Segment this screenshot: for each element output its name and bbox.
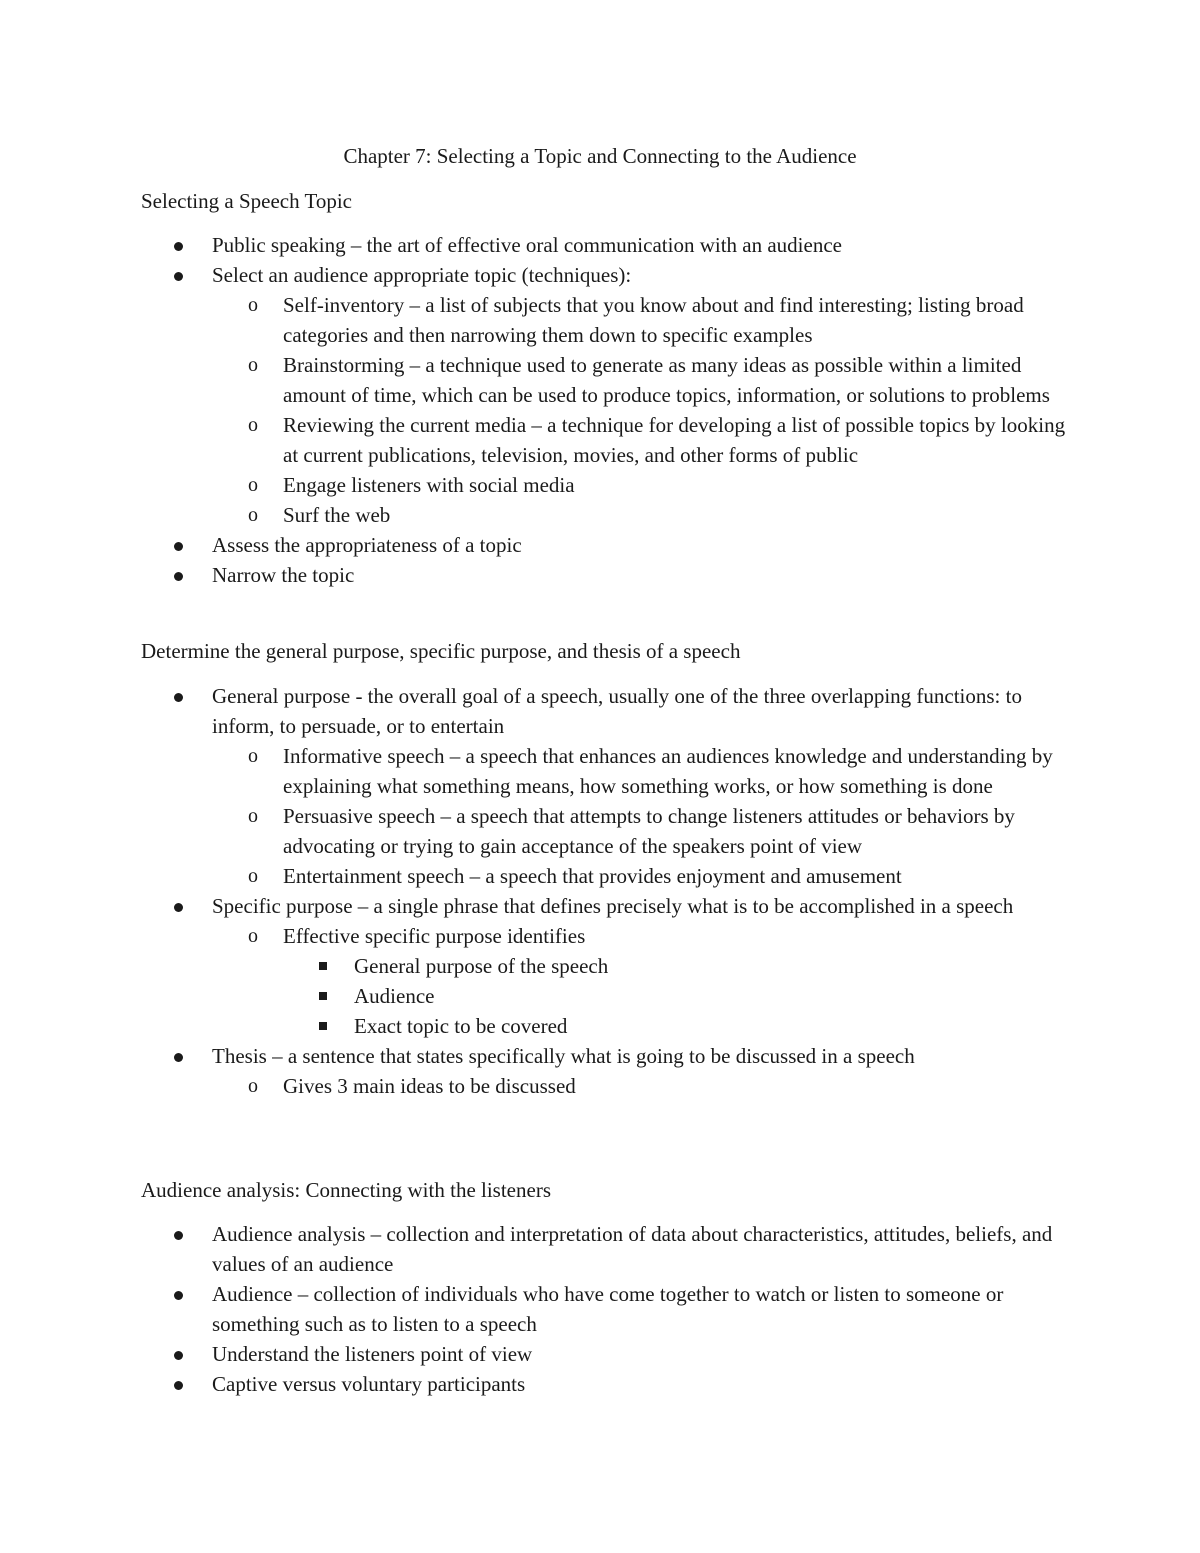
list-item: Captive versus voluntary participants [141,1369,1071,1399]
sub-list-item: o Self-inventory – a list of subjects that you know about and find interesting; listing broad categories and then narrowing them down to specific examples [212,290,1071,350]
sub-list-item: o Brainstorming – a technique used to generate as many ideas as possible within a limited amount of time, which can be used to produce topics, information, or solutions to problems [212,350,1071,410]
square-bullet-icon [319,962,327,970]
sub-list [212,290,1071,530]
sub-list [212,741,1071,891]
section2-list [141,681,1071,1101]
list-item: Thesis – a sentence that states specifically what is going to be discussed in a speech o Gives 3 main ideas to be discussed [141,1041,1071,1101]
list-item: Audience – collection of individuals who have come together to watch or listen to someone or something such as to listen to a speech [141,1279,1071,1339]
sub-list-item: o Engage listeners with social media [212,470,1071,500]
sub-list [212,921,1071,1041]
list-item: Audience analysis – collection and interpretation of data about characteristics, attitudes, beliefs, and values of an audience [141,1219,1071,1279]
square-bullet-icon [319,992,327,1000]
circle-bullet-icon: o [248,504,258,526]
bullet-icon [174,693,183,702]
circle-bullet-icon: o [248,805,258,827]
sub-sub-list-item: General purpose of the speech [283,951,1071,981]
list-item: Assess the appropriateness of a topic [141,530,1071,560]
list-item: Narrow the topic [141,560,1071,590]
list-item: Select an audience appropriate topic (techniques): o Self-inventory – a list of subjects that you know about and find interesting; listing broad categories and then narrowing them down to specific examples o Brainstorming – a technique used to generate as many ideas as possible within a limited amount of time, which can be used to produce topics, information, or solutions to problems o Reviewing the current media – a technique for developing a list of possible topics by looking at current publications, television, movies, and other forms of public o Engage listeners with social media o Surf the web [141,260,1071,530]
list-item: Understand the listeners point of view [141,1339,1071,1369]
sub-sub-list [283,951,1071,1041]
bullet-icon [174,572,183,581]
sub-list-item: o Effective specific purpose identifies General purpose of the speech Audience Exact topic to be covered [212,921,1071,1041]
bullet-icon [174,242,183,251]
sub-list-item: o Entertainment speech – a speech that provides enjoyment and amusement [212,861,1071,891]
list-item: Specific purpose – a single phrase that defines precisely what is to be accomplished in a speech o Effective specific purpose identifies General purpose of the speech Audience Exact topic to be covered [141,891,1071,1041]
bullet-icon [174,1351,183,1360]
circle-bullet-icon: o [248,865,258,887]
bullet-icon [174,272,183,281]
section-heading-purpose: Determine the general purpose, specific purpose, and thesis of a speech [141,639,741,663]
sub-list-item: o Persuasive speech – a speech that attempts to change listeners attitudes or behaviors by advocating or trying to gain acceptance of the speakers point of view [212,801,1071,861]
section3-list [141,1219,1071,1399]
sub-list-item: o Surf the web [212,500,1071,530]
sub-list-item: o Reviewing the current media – a technique for developing a list of possible topics by looking at current publications, television, movies, and other forms of public [212,410,1071,470]
list-item: General purpose - the overall goal of a speech, usually one of the three overlapping functions: to inform, to persuade, or to entertain o Informative speech – a speech that enhances an audiences knowledge and understanding by explaining what something means, how something works, or how something is done o Persuasive speech – a speech that attempts to change listeners attitudes or behaviors by advocating or trying to gain acceptance of the speakers point of view o Entertainment speech – a speech that provides enjoyment and amusement [141,681,1071,891]
square-bullet-icon [319,1022,327,1030]
bullet-icon [174,1053,183,1062]
bullet-icon [174,542,183,551]
sub-list-item: o Informative speech – a speech that enhances an audiences knowledge and understanding by explaining what something means, how something works, or how something is done [212,741,1071,801]
bullet-icon [174,1231,183,1240]
section-heading-selecting-topic: Selecting a Speech Topic [141,189,352,213]
sub-list-item: o Gives 3 main ideas to be discussed [212,1071,1071,1101]
page-title: Chapter 7: Selecting a Topic and Connecting to the Audience [343,144,857,168]
list-item: Public speaking – the art of effective oral communication with an audience [141,230,1071,260]
sub-sub-list-item: Exact topic to be covered [283,1011,1071,1041]
circle-bullet-icon: o [248,474,258,496]
circle-bullet-icon: o [248,745,258,767]
bullet-icon [174,1381,183,1390]
circle-bullet-icon: o [248,354,258,376]
sub-sub-list-item: Audience [283,981,1071,1011]
circle-bullet-icon: o [248,294,258,316]
bullet-icon [174,1291,183,1300]
section1-list [141,230,1071,590]
section-heading-audience-analysis: Audience analysis: Connecting with the listeners [141,1178,551,1202]
sub-list [212,1071,1071,1101]
circle-bullet-icon: o [248,925,258,947]
circle-bullet-icon: o [248,414,258,436]
bullet-icon [174,903,183,912]
circle-bullet-icon: o [248,1075,258,1097]
